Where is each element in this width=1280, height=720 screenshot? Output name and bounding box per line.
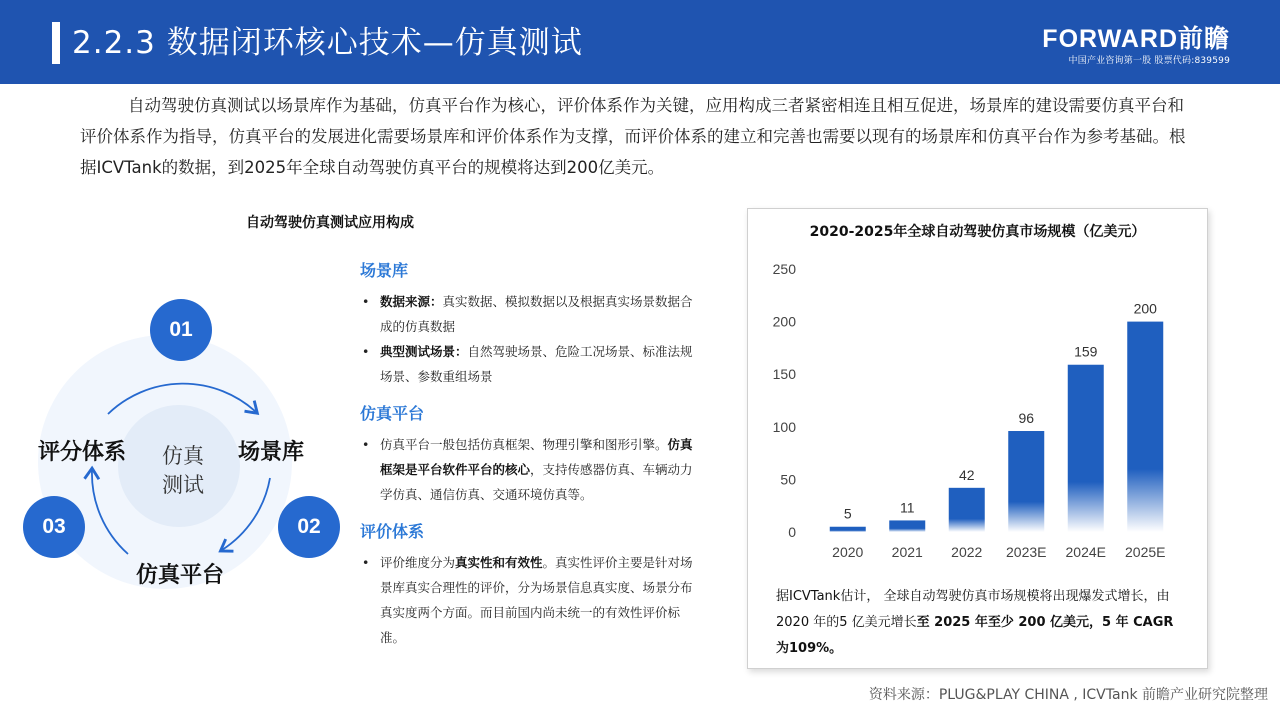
list-item <box>360 432 695 507</box>
section-title: 场景库 <box>360 261 409 280</box>
x-tick-label: 2023E <box>1006 544 1047 560</box>
bar <box>949 488 985 532</box>
y-tick-label: 200 <box>772 313 796 330</box>
bar <box>830 527 866 532</box>
logo-subtitle: 中国产业咨询第一股 股票代码:839599 <box>1068 56 1230 66</box>
item-bold: 仿真框架是平台软件平台的核心 <box>380 437 693 477</box>
item-text: 真实数据、模拟数据以及根据真实场景数据合成的仿真数据 <box>380 294 693 334</box>
y-tick-label: 100 <box>772 418 796 435</box>
node-label-sim-platform: 仿真平台 <box>136 563 225 588</box>
list-item <box>360 550 695 650</box>
logo-name: FORWARD前瞻 <box>1042 25 1230 53</box>
node-02-badge: 02 <box>278 496 340 558</box>
note-bold: 至 2025 年至少 200 亿美元，5 年 CAGR 为109%。 <box>776 615 1174 656</box>
data-label: 96 <box>1018 410 1035 427</box>
item-text: 自然驾驶场景、危险工况场景、标准法规场景、参数重组场景 <box>380 344 693 384</box>
arrow-left <box>92 470 128 554</box>
item-pre: 评价维度分为 <box>380 555 456 570</box>
item-text: 。真实性评价主要是针对场景库真实合理性的评价，分为场景信息真实度、场景分布真实度两个方面。而目前国内尚未统一的有效性评价标准。 <box>380 555 693 645</box>
y-tick-label: 250 <box>772 261 796 277</box>
section-sim-platform <box>360 401 695 507</box>
center-line-1: 仿真 <box>162 444 204 468</box>
item-bold: 真实性和有效性 <box>455 555 543 570</box>
source-note: 资料来源：PLUG&PLAY CHINA , ICVTank 前瞻产业研究院整理 <box>868 687 1268 703</box>
bar-chart <box>748 209 1207 579</box>
section-scene-library <box>360 258 695 389</box>
chart-note <box>776 584 1186 662</box>
bar <box>889 520 925 532</box>
section-list <box>360 258 695 662</box>
arrow-right <box>222 478 270 550</box>
item-bold: 典型测试场景： <box>380 344 468 359</box>
x-tick-label: 2022 <box>951 544 983 560</box>
y-tick-label: 150 <box>772 366 796 383</box>
forward-logo <box>1042 26 1230 66</box>
section-title: 仿真平台 <box>360 404 425 423</box>
x-tick-label: 2020 <box>832 544 864 560</box>
item-text: ，支持传感器仿真、车辆动力学仿真、通信仿真、交通环境仿真等。 <box>380 462 693 502</box>
x-tick-label: 2024E <box>1065 544 1106 560</box>
bar <box>1127 322 1163 532</box>
y-tick-label: 0 <box>788 524 796 540</box>
data-label: 11 <box>899 499 915 516</box>
data-label: 42 <box>958 466 975 483</box>
data-label: 159 <box>1074 343 1098 360</box>
section-title: 评价体系 <box>360 522 425 541</box>
node-label-eval-system: 评分体系 <box>38 440 127 465</box>
list-item <box>360 289 695 339</box>
page-title: 2.2.3 数据闭环核心技术—仿真测试 <box>72 25 583 61</box>
intro-text: 自动驾驶仿真测试以场景库作为基础，仿真平台作为核心，评价体系作为关键，应用构成三者紧密相连且相互促进，场景库的建设需要仿真平台和评价体系作为指导，仿真平台的发展进化需要场景库和评价体系作为支撑，而评价体系的建立和完善也需要以现有的场景库和仿真平台作为参考基础。根据ICVTank的数据，到2025年全球自动驾驶仿真平台的规模将达到200亿美元。 <box>80 96 1186 177</box>
section-eval-system <box>360 519 695 650</box>
x-tick-label: 2021 <box>891 544 923 560</box>
list-item <box>360 339 695 389</box>
y-tick-label: 50 <box>780 471 796 488</box>
node-label-scene-library: 场景库 <box>238 440 305 465</box>
center-line-2: 测试 <box>162 473 204 497</box>
data-label: 5 <box>843 505 852 522</box>
x-tick-label: 2025E <box>1125 544 1166 560</box>
node-03-badge: 03 <box>23 496 85 558</box>
diagram-title: 自动驾驶仿真测试应用构成 <box>246 215 414 231</box>
arrow-top <box>108 384 256 414</box>
chart-title: 2020-2025年全球自动驾驶仿真市场规模（亿美元） <box>809 224 1146 240</box>
item-pre: 仿真平台一般包括仿真框架、物理引擎和图形引擎。 <box>380 437 668 452</box>
chart-panel <box>747 208 1208 669</box>
bar <box>1008 431 1044 532</box>
note-text: 据ICVTank估计， 全球自动驾驶仿真市场规模将出现爆发式增长，由2020 年的5 亿美元增长 <box>776 589 1170 630</box>
bar <box>1068 365 1104 532</box>
data-label: 200 <box>1133 300 1157 317</box>
item-bold: 数据来源： <box>380 294 443 309</box>
node-01-badge: 01 <box>150 299 212 361</box>
